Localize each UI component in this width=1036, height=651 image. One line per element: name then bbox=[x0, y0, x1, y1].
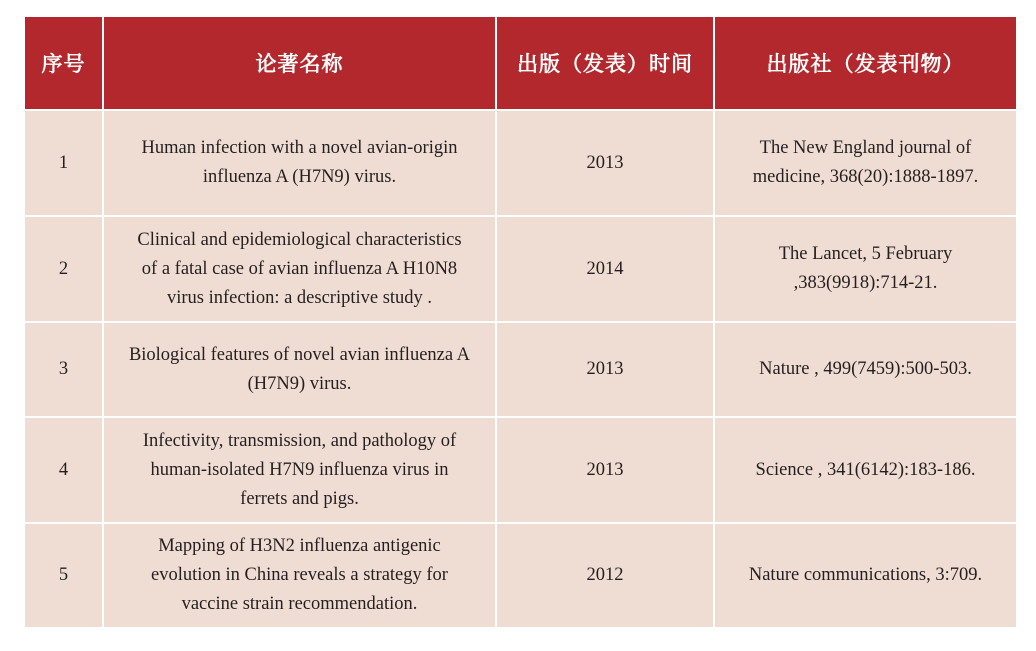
header-title: 论著名称 bbox=[103, 17, 496, 110]
row-year: 2013 bbox=[496, 110, 714, 216]
row-year: 2014 bbox=[496, 216, 714, 322]
row-year: 2012 bbox=[496, 523, 714, 627]
row-year: 2013 bbox=[496, 322, 714, 417]
row-publisher: Science , 341(6142):183-186. bbox=[714, 417, 1016, 523]
row-publisher: The Lancet, 5 February ,383(9918):714-21. bbox=[714, 216, 1016, 322]
row-publisher: Nature , 499(7459):500-503. bbox=[714, 322, 1016, 417]
table-row bbox=[25, 322, 1016, 417]
header-index: 序号 bbox=[25, 17, 103, 110]
row-title: Infectivity, transmission, and pathology of human-isolated H7N9 influenza virus in ferrets and pigs. bbox=[103, 417, 496, 523]
table-row bbox=[25, 417, 1016, 523]
table-row bbox=[25, 523, 1016, 627]
row-index: 1 bbox=[25, 110, 103, 216]
row-publisher: Nature communications, 3:709. bbox=[714, 523, 1016, 627]
table-row bbox=[25, 110, 1016, 216]
row-title: Mapping of H3N2 influenza antigenic evolution in China reveals a strategy for vaccine strain recommendation. bbox=[103, 523, 496, 627]
row-year: 2013 bbox=[496, 417, 714, 523]
table-row bbox=[25, 216, 1016, 322]
row-title: Biological features of novel avian influenza A (H7N9) virus. bbox=[103, 322, 496, 417]
publications-table bbox=[25, 17, 1016, 627]
row-index: 4 bbox=[25, 417, 103, 523]
header-publisher: 出版社（发表刊物） bbox=[714, 17, 1016, 110]
row-title: Human infection with a novel avian-origin influenza A (H7N9) virus. bbox=[103, 110, 496, 216]
header-row bbox=[25, 17, 1016, 110]
header-date: 出版（发表）时间 bbox=[496, 17, 714, 110]
row-publisher: The New England journal of medicine, 368(20):1888-1897. bbox=[714, 110, 1016, 216]
row-index: 2 bbox=[25, 216, 103, 322]
row-title: Clinical and epidemiological characteristics of a fatal case of avian influenza A H10N8 virus infection: a descriptive study . bbox=[103, 216, 496, 322]
row-index: 5 bbox=[25, 523, 103, 627]
row-index: 3 bbox=[25, 322, 103, 417]
